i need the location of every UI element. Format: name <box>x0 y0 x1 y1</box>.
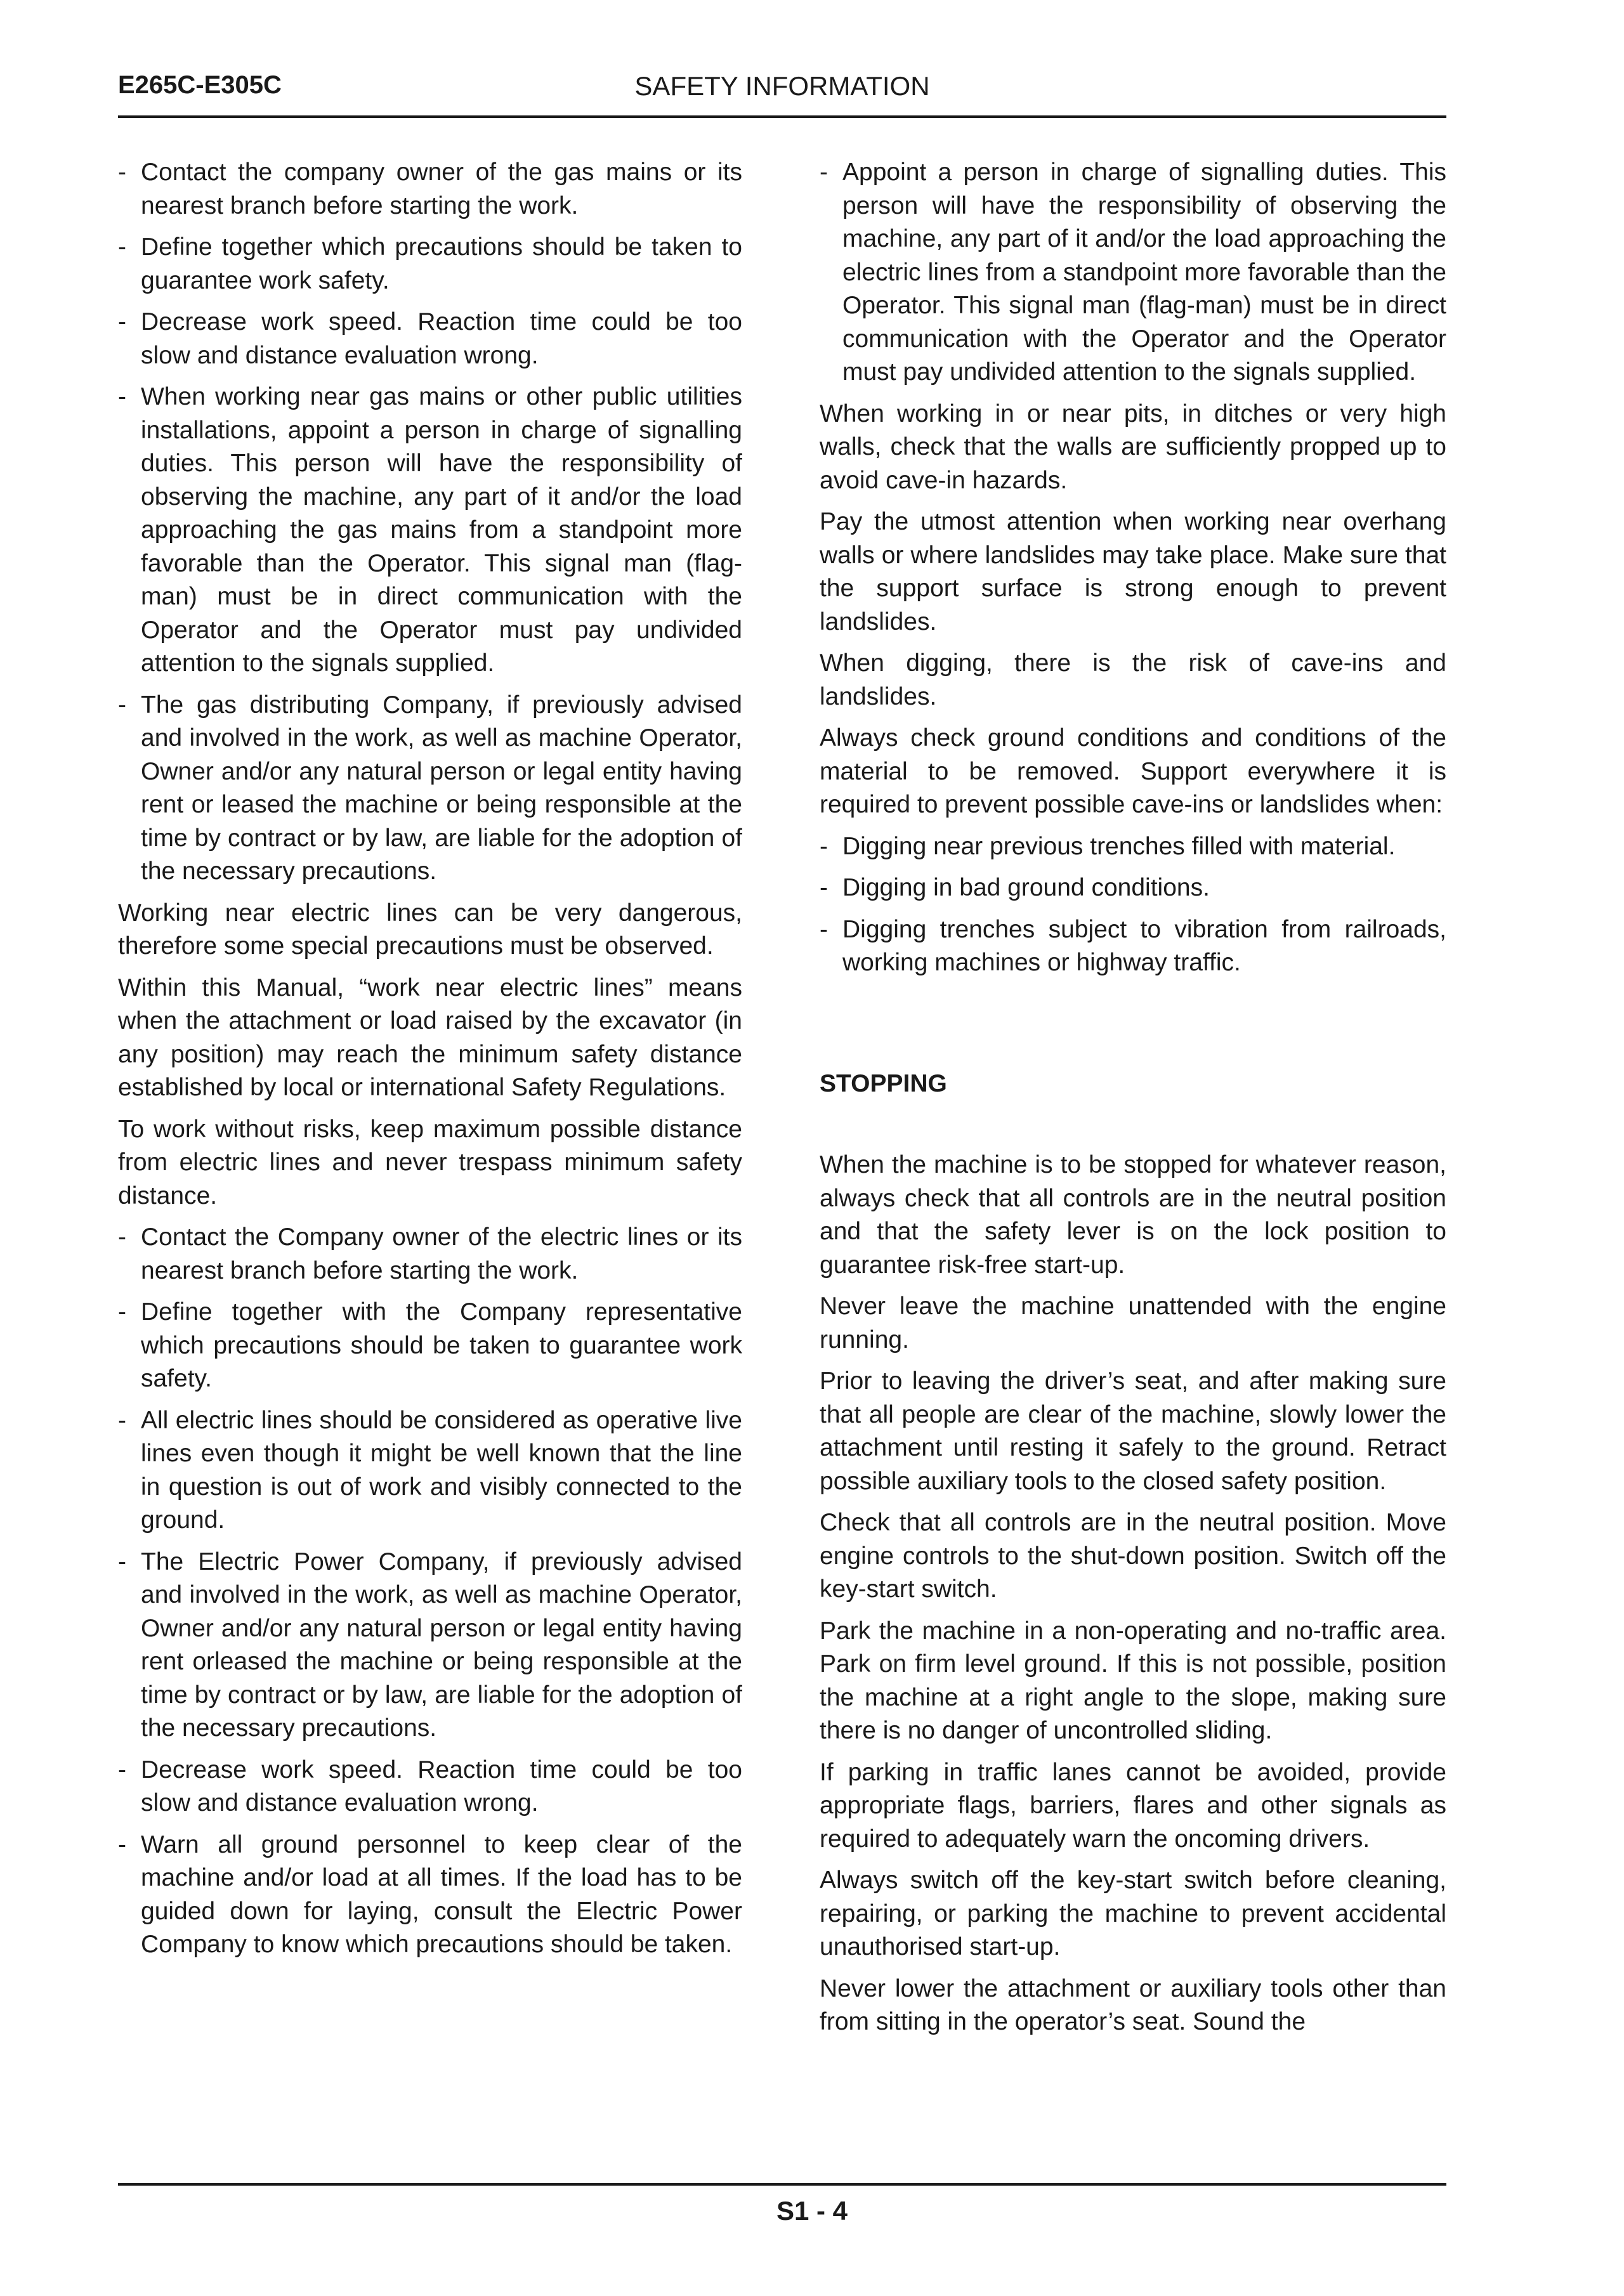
bullet-dash: - <box>118 383 126 410</box>
page-number: S1 - 4 <box>776 2196 848 2226</box>
list-item <box>118 1829 742 1962</box>
list-item <box>820 913 1446 980</box>
bullet-dash: - <box>118 308 126 336</box>
paragraph: If parking in traffic lanes cannot be avoided, provide appropriate flags, barriers, flares and other signals as required to adequately warn the oncoming drivers. <box>820 1758 1446 1853</box>
list-item-text: Define together with the Company representative which precautions should be taken to guarantee work safety. <box>141 1298 742 1392</box>
paragraph: Park the machine in a non-operating and no-traffic area. Park on firm level ground. If this is not possible, position the machine at a right angle to the slope, making sure there is no danger of uncontrolled sliding. <box>820 1617 1446 1744</box>
list-item-text: Digging in bad ground conditions. <box>842 874 1210 901</box>
list-item-text: The Electric Power Company, if previously advised and involved in the work, as well as machine Operator, Owner and/or any natural person or legal entity having rent orleased the machine or being responsible at the time by contract or by law, are liable for the adoption of the necessary precautions. <box>141 1548 742 1742</box>
list-item <box>118 156 742 223</box>
list-item-text: Decrease work speed. Reaction time could be too slow and distance evaluation wrong. <box>141 308 742 369</box>
paragraph: When digging, there is the risk of cave-ins and landslides. <box>820 649 1446 710</box>
list-item <box>820 871 1446 905</box>
list-item <box>118 231 742 297</box>
list-item-text: Contact the company owner of the gas mains or its nearest branch before starting the work. <box>141 159 742 219</box>
model-number: E265C-E305C <box>118 71 282 99</box>
list-item <box>118 1754 742 1820</box>
list-item-text: The gas distributing Company, if previously advised and involved in the work, as well as machine Operator, Owner and/or any natural person or legal entity having rent or leased the machine or being responsible at the time by contract or by law, are liable for the adoption of the necessary precautions. <box>141 691 742 885</box>
paragraph: Always switch off the key-start switch before cleaning, repairing, or parking the machine to prevent accidental unauthorised start-up. <box>820 1867 1446 1960</box>
list-item-text: Digging near previous trenches filled with material. <box>842 832 1396 860</box>
section-heading-stopping: STOPPING <box>820 1069 947 1097</box>
list-item <box>118 1221 742 1288</box>
list-item-text: Contact the Company owner of the electric lines or its nearest branch before starting the work. <box>141 1223 742 1284</box>
bullet-dash: - <box>820 159 828 186</box>
list-item-text: Digging trenches subject to vibration from railroads, working machines or highway traffic. <box>842 915 1446 976</box>
list-item-text: Define together which precautions should be taken to guarantee work safety. <box>141 233 742 294</box>
list-item-text: Decrease work speed. Reaction time could be too slow and distance evaluation wrong. <box>141 1756 742 1817</box>
paragraph: When the machine is to be stopped for whatever reason, always check that all controls are in the neutral position and that the safety lever is on the lock position to guarantee risk-free start-up. <box>820 1151 1446 1279</box>
bullet-dash: - <box>118 1756 126 1784</box>
paragraph: Prior to leaving the driver’s seat, and after making sure that all people are clear of the machine, slowly lower the attachment until resting it safely to the ground. Retract possible auxiliary tools to the closed safety position. <box>820 1367 1446 1495</box>
bullet-dash: - <box>118 1298 126 1326</box>
page-header <box>118 67 1446 118</box>
right-column <box>820 156 1446 2047</box>
paragraph: Never leave the machine unattended with the engine running. <box>820 1293 1446 1353</box>
paragraph: To work without risks, keep maximum possible distance from electric lines and never trespass minimum safety distance. <box>118 1115 742 1210</box>
paragraph: Working near electric lines can be very dangerous, therefore some special precautions must be observed. <box>118 899 742 960</box>
paragraph: Within this Manual, “work near electric lines” means when the attachment or load raised by the excavator (in any position) may reach the minimum safety distance established by local or international Safety Regulations. <box>118 974 742 1101</box>
footer-divider <box>118 2183 1446 2186</box>
paragraph: Pay the utmost attention when working near overhang walls or where landslides may take place. Make sure that the support surface is strong enough to prevent landslides. <box>820 508 1446 636</box>
bullet-dash: - <box>820 915 828 943</box>
left-column <box>118 156 742 1970</box>
bullet-dash: - <box>820 832 828 860</box>
paragraph: Never lower the attachment or auxiliary tools other than from sitting in the operator’s seat. Sound the <box>820 1974 1446 2035</box>
list-item <box>118 1546 742 1745</box>
bullet-dash: - <box>118 233 126 261</box>
list-item <box>118 306 742 372</box>
list-item-text: Appoint a person in charge of signalling duties. This person will have the responsibility of observing the machine, any part of it and/or the load approaching the electric lines from a standpoint more favorable than the Operator. This signal man (flag-man) must be in direct communication with the Operator and the Operator must pay undivided attention to the signals supplied. <box>842 159 1446 386</box>
list-item-text: All electric lines should be considered as operative live lines even though it might be well known that the line in question is out of work and visibly connected to the ground. <box>141 1406 742 1534</box>
bullet-dash: - <box>118 1406 126 1434</box>
list-item <box>820 830 1446 864</box>
section-title: SAFETY INFORMATION <box>634 71 930 101</box>
list-item <box>118 381 742 681</box>
bullet-dash: - <box>118 1830 126 1858</box>
paragraph: Always check ground conditions and conditions of the material to be removed. Support everywhere it is required to prevent possible cave-ins or landslides when: <box>820 724 1446 818</box>
paragraph: When working in or near pits, in ditches or very high walls, check that the walls are sufficiently propped up to avoid cave-in hazards. <box>820 400 1446 494</box>
list-item <box>118 689 742 889</box>
list-item-text: When working near gas mains or other public utilities installations, appoint a person in charge of signalling duties. This person will have the responsibility of observing the machine, any part of it and/or the load approaching the gas mains from a standpoint more favorable than the Operator. This signal man (flag-man) must be in direct communication with the Operator and the Operator must pay undivided attention to the signals supplied. <box>141 383 742 677</box>
bullet-dash: - <box>118 159 126 186</box>
bullet-dash: - <box>118 691 126 719</box>
list-item <box>820 156 1446 389</box>
paragraph: Check that all controls are in the neutral position. Move engine controls to the shut-down position. Switch off the key-start switch. <box>820 1509 1446 1603</box>
bullet-dash: - <box>118 1223 126 1251</box>
list-item <box>118 1296 742 1396</box>
bullet-dash: - <box>820 874 828 901</box>
list-item <box>118 1404 742 1537</box>
list-item-text: Warn all ground personnel to keep clear of the machine and/or load at all times. If the load has to be guided down for laying, consult the Electric Power Company to know which precautions should be taken. <box>141 1830 742 1958</box>
bullet-dash: - <box>118 1548 126 1575</box>
